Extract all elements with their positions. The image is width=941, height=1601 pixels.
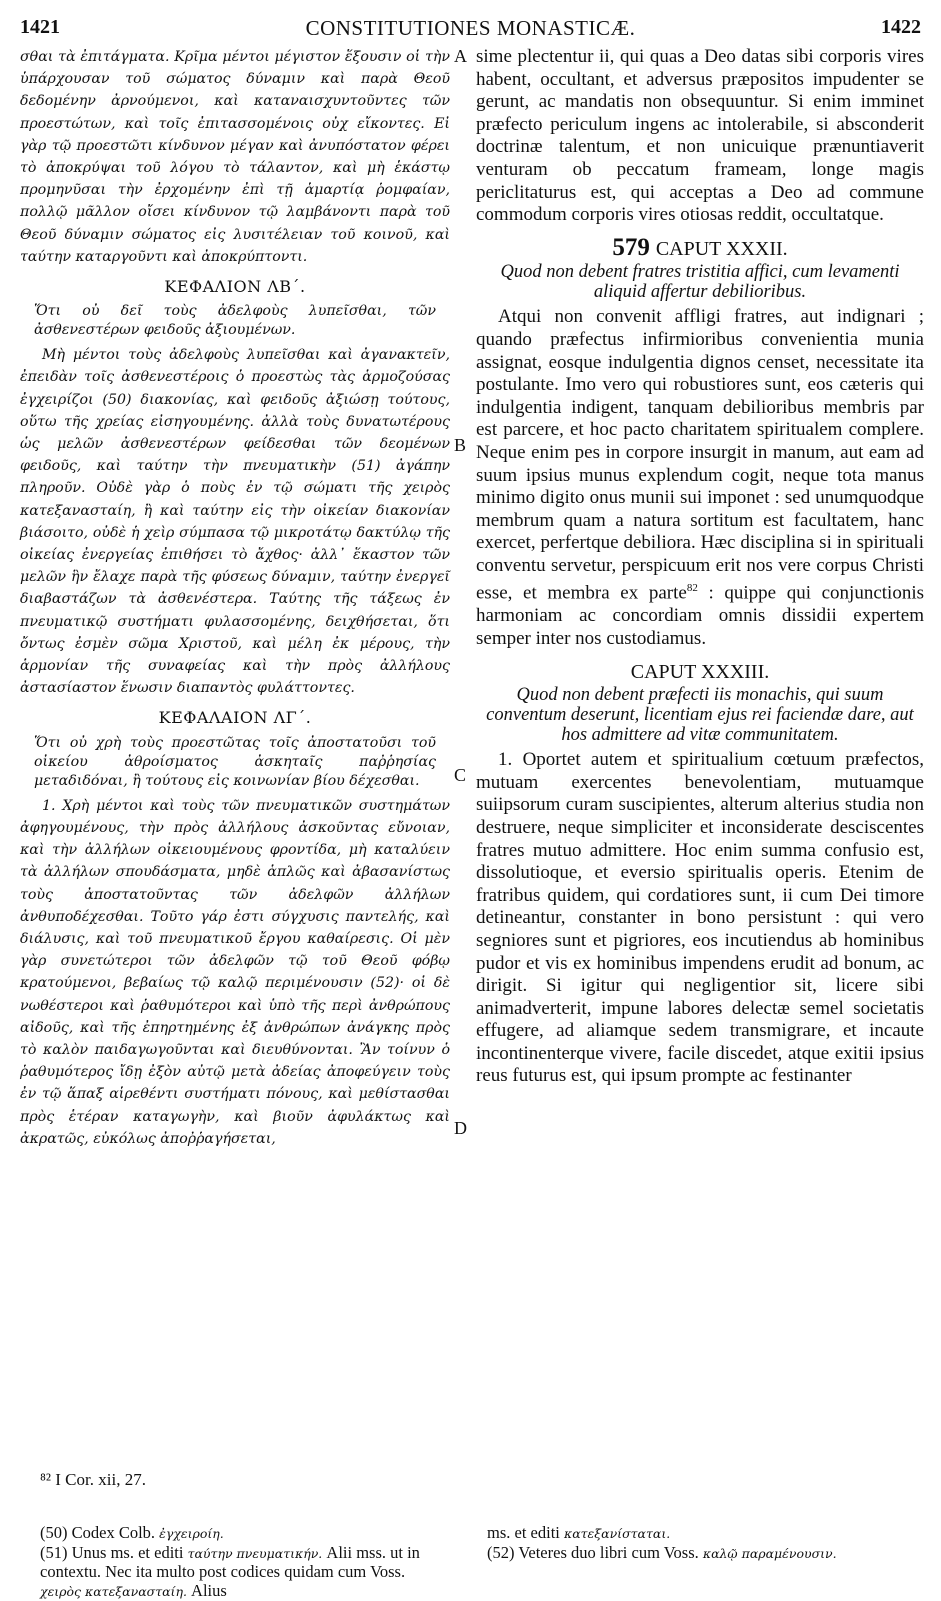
latin-paragraph: sime plectentur ii, qui quas a Deo datas sibi corporis vires habent, occultant, et adversus præpositos impudenter se gerunt, ac mandatis non obsequuntur. Si enim imminet præfecto periculum ingens ac intolerabile, si absconderit doctrinæ talentum, et non unicuique prænuntiaverit venturam ob peccatum frameam, longe magis periclitaturus est, qui acceptas a Deo ad commune commodum corporis vires otiosas reddit, occultatque. xyxy=(476,46,924,227)
greek-chapter-title: Ὅτι οὐ χρὴ τοὺς προεστῶτας τοῖς ἀποστατοῦσι τοῦ οἰκείου ἀθροίσματος ἀσκηταῖς παῤῥησίας μεταδιδόναι, ἢ τούτους εἰς κοινωνίαν βίου δέχεσθαι. xyxy=(20,734,450,791)
notes-right xyxy=(487,1524,927,1563)
latin-chapter-title: Quod non debent præfecti iis monachis, qui suum conventum deserunt, licentiam ejus rei faciendæ dare, aut hos admittere ad vitæ communitatem. xyxy=(476,685,924,745)
greek-paragraph: 1. Χρὴ μέντοι καὶ τοὺς τῶν πνευματικῶν συστημάτων ἀφηγουμένους, τὴν πρὸς ἀλλήλους ἀσκοῦντας εὔνοιαν, καὶ τὴν ἀλλήλων οἰκειουμένους φροντίδα, μὴ καταλύειν τὰ ἀλλήλων σπουδάσματα, μηδὲ ἁπλῶς καὶ ἀβασανίστως τοὺς ἀποστατοῦντας τῶν ἀδελφῶν ἀλλήλων ἀνθυποδέχεσθαι. Τοῦτο γάρ ἐστι σύγχυσις παντελής, καὶ διάλυσις, καὶ τοῦ πνευματικοῦ ἔργου καθαίρεσις. Οἱ μὲν γὰρ συνετώτεροι τῶν ἀδελφῶν τῷ τοῦ Θεοῦ φόβῳ κρατούμενοι, βεβαίως τῷ καλῷ περιμένουσιν (52)· οἱ δὲ νωθέστεροι καὶ ῥαθυμότεροι καὶ ὑπὸ τῆς περὶ ἀνθρώπους αἰδοῦς, καὶ τῆς ἐπηρτημένης ἐξ ἀνθρώπων ἀνάγκης πρὸς τὸ καλὸν παιδαγωγοῦνται καὶ διευθύνονται. Ἂν τοίνυν ὁ ῥαθυμότερος ἴδῃ ἐξὸν αὐτῷ μετὰ ἀδείας ἀποφεύγειν τοὺς ἐν τῷ ἅπαξ αἱρεθέντι συστήματι πόνους, καὶ μεθίστασθαι πρὸς ἑτέραν καταγωγὴν, καὶ βιοῦν ἀφυλάκτως καὶ ἀκρατῶς, εὐκόλως ἀποῤῥαγήσεται, xyxy=(20,795,450,1150)
latin-paragraph xyxy=(476,306,924,650)
note-greek: κατεξανίσταται. xyxy=(564,1526,670,1541)
greek-paragraph: σθαι τὰ ἐπιτάγματα. Κρῖμα μέντοι μέγιστον ἕξουσιν οἱ τὴν ὑπάρχουσαν τοῦ σώματος δύναμιν καὶ παρὰ Θεοῦ δεδομένην ἀρνούμενοι, καὶ καταναισχυντοῦντες τῶν προεστώτων, καὶ τοῖς ἐπιτασσομένοις οὐχ εἴκοντες. Εἰ γὰρ τῷ προεστῶτι κίνδυνον μέγαν καὶ ἀνυπόστατον φέρει τὸ ἀποκρύψαι τοῦ λόγου τὸ τάλαντον, καὶ μὴ ἑκάστῳ προμηνῦσαι τὴν ἐρχομένην ἐπὶ τῇ ἁμαρτίᾳ ῥομφαίαν, πολλῷ μᾶλλον οἴσει κίνδυνον τῷ λαμβάνοντι παρὰ τοῦ Θεοῦ δύναμιν σώματος εἰς λυσιτέλειαν τοῦ κοινοῦ, καὶ ταύτην καταργοῦντι καὶ ἀποκρύπτοντι. xyxy=(20,46,450,268)
latin-chapter-heading: CAPUT XXXIII. xyxy=(476,661,924,684)
note-text: Alii mss. ut in contextu. Nec ita multo post codices quidam cum Voss. xyxy=(40,1543,420,1582)
note-51 xyxy=(40,1544,450,1601)
note-greek: χειρὸς κατεξανασταίη. xyxy=(40,1584,187,1599)
note-continuation xyxy=(487,1524,927,1544)
greek-chapter-title: Ὅτι οὐ δεῖ τοὺς ἀδελφοὺς λυπεῖσθαι, τῶν ἀσθενεστέρων φειδοῦς ἀξιουμένων. xyxy=(20,302,450,340)
greek-chapter-heading: ΚΕΦΑΛΑΙΟΝ ΛΓ΄. xyxy=(20,707,450,729)
margin-marker-b: B xyxy=(454,435,466,456)
note-greek: καλῷ παραμένουσιν. xyxy=(703,1546,837,1561)
column-number: 579 xyxy=(612,234,650,261)
footnote-82: ⁸² I Cor. xii, 27. xyxy=(40,1470,146,1490)
note-50 xyxy=(40,1524,450,1544)
latin-chapter-label: CAPUT XXXII. xyxy=(656,238,788,260)
note-52 xyxy=(487,1544,927,1564)
latin-text: : quippe qui conjunctionis harmoniam ac concordiam omnis dissidii expertem semper inter nos custodiamus. xyxy=(476,583,924,649)
note-text: (51) Unus ms. et editi xyxy=(40,1543,188,1562)
footnote-reference[interactable]: 82 xyxy=(687,582,698,594)
note-greek: ταύτην πνευματικήν. xyxy=(188,1546,323,1561)
greek-chapter-heading: ΚΕΦΑΛΙΟΝ ΛΒ΄. xyxy=(20,276,450,298)
greek-paragraph: Μὴ μέντοι τοὺς ἀδελφοὺς λυπεῖσθαι καὶ ἀγανακτεῖν, ἐπειδὰν τοῖς ἀσθενεστέροις ὁ προεστὼς τὰς ἁρμοζούσας ἐγχειρίζοι (50) διακονίας, καὶ φειδοῦς ἀξιώσῃ τούτους, οὕτω τῆς χρείας εἰσηγουμένης. ἀλλὰ τοὺς δυνατωτέρους ὡς μελῶν ἀσθενεστέρων φείδεσθαι τῶν δεομένων φειδοῦς, καὶ ταύτην τὴν πνευματικὴν (51) ἀγάπην πληροῦν. Οὐδὲ γὰρ ὁ ποὺς ἐν τῷ σώματι τῆς χειρὸς κατεξανασταίη, ἢ καὶ ταύτην εἰς τὴν οἰκείαν διακονίαν βιάσοιτο, οὐδὲ ἡ χεὶρ σύμπασα τῷ μικροτάτῳ δακτύλῳ τῆς οἰκείας ἐνεργείας ἐπιθήσει τὸ ἄχθος· ἀλλ᾽ ἕκαστον τῶν μελῶν ἣν ἔλαχε παρὰ τῆς φύσεως δύναμιν, ταύτην ἐνεργεῖ διαβαστάζων τὰ ἀσθενέστερα. Ταύτης τῆς τάξεως ἐν πνευματικῷ συστήματι φυλασσομένης, δειχθήσεται, ὅτι ὄντως ἐσμὲν σῶμα Χριστοῦ, καὶ μέλη ἐκ μέρους, τὴν ἁρμονίαν τῆς συναφείας καὶ τὴν πρὸς ἀλλήλους ἀστασίαστον ἕνωσιν διαπαντὸς φυλάττοντες. xyxy=(20,344,450,699)
latin-column xyxy=(476,46,924,1088)
note-text: (50) Codex Colb. xyxy=(40,1523,159,1542)
latin-text: Atqui non convenit affligi fratres, aut indignari ; quando præfectus infirmioribus convenientia munia assignat, eosque indulgentia dignos censet, necessitate ita postulante. Imo vero qui robustiores sunt, eos cæteris qui indulgentia indigent, tanquam debilioribus membris par est parcere, et hoc pacto charitatem spiritualem complere. Neque enim pes in corpore insurgit in manum, aut eam ad suum ipsius munus explendum cogit, neque tota manus minimo digito onus munii sui imponet : sed unumquodque membrum quam a natura sortitum est facultatem, hanc exercet, perfertque debiliora. Hæc disciplina si in spirituali conventu servetur, perspicuum erit nos vere corpus Christi esse, et membra ex parte xyxy=(476,306,924,603)
note-greek: ἐγχειροίη. xyxy=(159,1526,224,1541)
note-text: Alius xyxy=(187,1581,227,1600)
latin-chapter-heading xyxy=(476,237,924,261)
notes-left xyxy=(40,1524,450,1601)
note-text: (52) Veteres duo libri cum Voss. xyxy=(487,1543,703,1562)
page-number-left: 1421 xyxy=(20,16,60,39)
greek-column xyxy=(20,46,450,1150)
note-text: ms. et editi xyxy=(487,1523,564,1542)
margin-marker-a: A xyxy=(454,46,467,67)
latin-chapter-title: Quod non debent fratres tristitia affici, cum levamenti aliquid affertur debilioribus. xyxy=(476,262,924,302)
latin-paragraph: 1. Oportet autem et spiritualium cœtuum præfectos, mutuam exercentes benevolentiam, mutuamque suiipsorum curam suscipientes, alterum alterius studia non destruere, neque simpliciter et inconsiderate desciscentes fratres mutuo admittere. Hoc enim summa confusio est, dissolutioque, et eversio spiritualis operis. Etenim de fratribus quidem, qui cordatiores sunt, ii cum Dei timore detineantur, constanter in bono persistunt : qui vero segniores sunt et pigriores, eos incutiendus ab hominibus pudor et vis ex hominibus impendens erudit ad bonum, ac dirigit. Si igitur qui negligentior sit, licere sibi animadverterit, impune labores delectæ semel societatis effugere, ad aliamque sedem transmigrare, et incaute incontinenterque vivere, facile discedet, atque exitii ipsius reus futurus est, qui ipsum prompte ac festinanter xyxy=(476,749,924,1088)
margin-marker-c: C xyxy=(454,765,466,786)
page-number-right: 1422 xyxy=(881,16,921,39)
running-head xyxy=(20,16,921,44)
margin-marker-d: D xyxy=(454,1118,467,1139)
running-title: CONSTITUTIONES MONASTICÆ. xyxy=(20,16,921,41)
